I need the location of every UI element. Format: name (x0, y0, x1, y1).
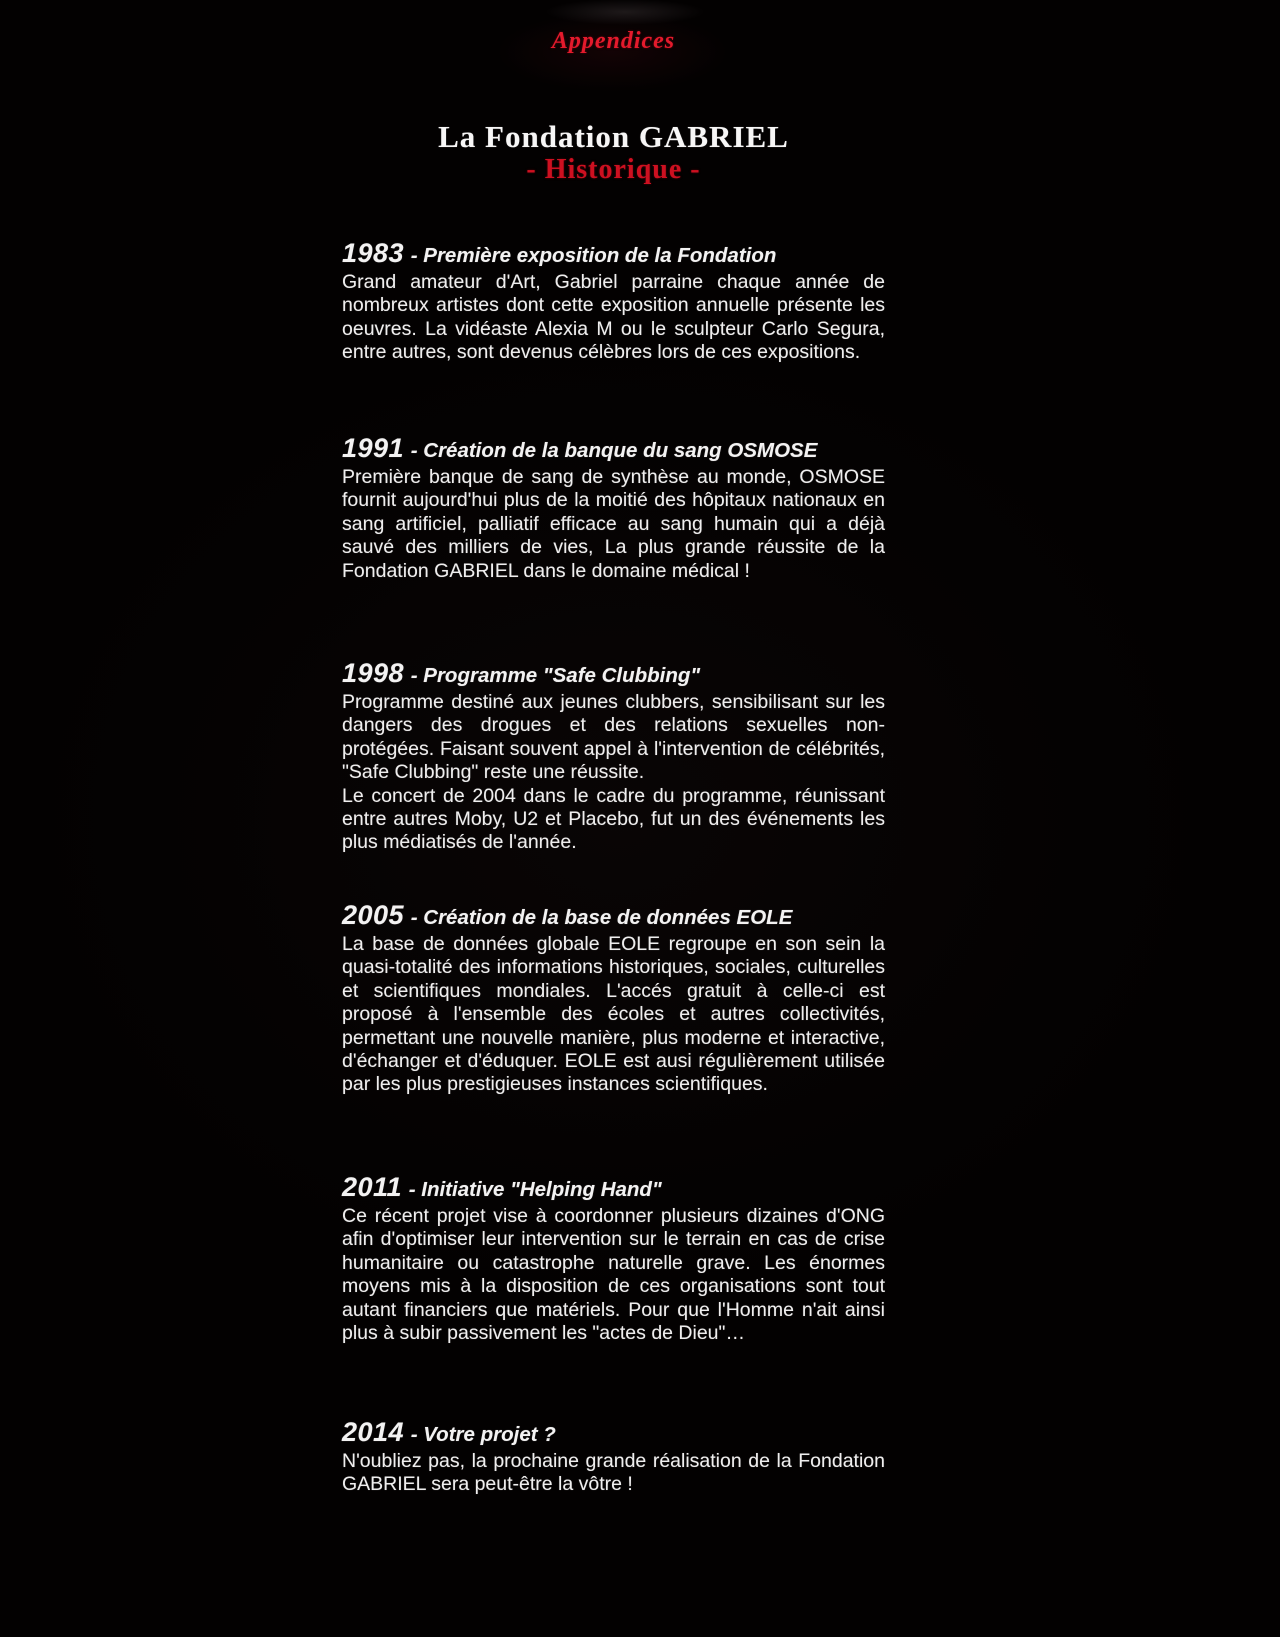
section-body (342, 1205, 885, 1345)
section-paragraph: N'oubliez pas, la prochaine grande réalisation de la Fondation GABRIEL sera peut-être la vôtre ! (342, 1450, 885, 1496)
section-year: 1991 (342, 433, 405, 463)
page-subtitle: - Historique - (526, 154, 701, 185)
section-heading (342, 1417, 885, 1450)
section-body (342, 933, 885, 1097)
section-title: - Programme "Safe Clubbing" (410, 664, 701, 687)
section-paragraph: Ce récent projet vise à coordonner plusieurs dizaines d'ONG afin d'optimiser leur intervention sur le terrain en cas de crise humanitaire ou catastrophe naturelle grave. Les énormes moyens mis à la disposition de ces organisations sont tout autant financiers que matériels. Pour que l'Homme n'ait ainsi plus à subir passivement les "actes de Dieu"… (342, 1205, 885, 1345)
section-title: - Initiative "Helping Hand" (408, 1178, 662, 1201)
section-year: 2014 (342, 1417, 405, 1447)
history-section-2011 (342, 1172, 885, 1345)
section-paragraph: Grand amateur d'Art, Gabriel parraine chaque année de nombreux artistes dont cette exposition annuelle présente les oeuvres. La vidéaste Alexia M ou le sculpteur Carlo Segura, entre autres, sont devenus célèbres lors de ces expositions. (342, 271, 885, 364)
history-section-1991 (342, 433, 885, 583)
section-title: - Première exposition de la Fondation (410, 244, 777, 267)
section-paragraph: Première banque de sang de synthèse au monde, OSMOSE fournit aujourd'hui plus de la moitié des hôpitaux nationaux en sang artificiel, palliatif efficace au sang humain qui a déjà sauvé des milliers de vies, La plus grande réussite de la Fondation GABRIEL dans le domaine médical ! (342, 466, 885, 582)
section-body (342, 1450, 885, 1497)
history-section-2014 (342, 1417, 885, 1497)
section-title: - Votre projet ? (410, 1423, 556, 1446)
history-section-1983 (342, 238, 885, 365)
history-section-2005 (342, 900, 885, 1097)
section-paragraph: Programme destiné aux jeunes clubbers, sensibilisant sur les dangers des drogues et des relations sexuelles non-protégées. Faisant souvent appel à l'intervention de célébrités, "Safe Clubbing" reste une réussite. (342, 691, 885, 784)
page-title: La Fondation GABRIEL (438, 119, 789, 154)
section-year: 1998 (342, 658, 405, 688)
section-title: - Création de la banque du sang OSMOSE (410, 439, 818, 462)
section-year: 2011 (342, 1172, 403, 1202)
section-heading (342, 658, 885, 691)
section-paragraph: Le concert de 2004 dans le cadre du programme, réunissant entre autres Moby, U2 et Placebo, fut un des événements les plus médiatisés de l'année. (342, 784, 885, 854)
section-heading (342, 1172, 885, 1205)
section-heading (342, 900, 885, 933)
section-body (342, 691, 885, 855)
section-heading (342, 238, 885, 271)
history-section-1998 (342, 658, 885, 855)
section-body (342, 466, 885, 583)
section-year: 1983 (342, 238, 405, 268)
section-heading (342, 433, 885, 466)
section-body (342, 271, 885, 365)
section-paragraph: La base de données globale EOLE regroupe en son sein la quasi-totalité des informations historiques, sociales, culturelles et scientifiques mondiales. L'accés gratuit à celle-ci est proposé à l'ensemble des écoles et autres collectivités, permettant une nouvelle manière, plus moderne et interactive, d'échanger et d'éduquer. EOLE est ausi régulièrement utilisée par les plus prestigieuses instances scientifiques. (342, 933, 885, 1096)
section-year: 2005 (342, 900, 405, 930)
section-title: - Création de la base de données EOLE (410, 906, 793, 929)
appendices-header: Appendices (551, 28, 676, 54)
